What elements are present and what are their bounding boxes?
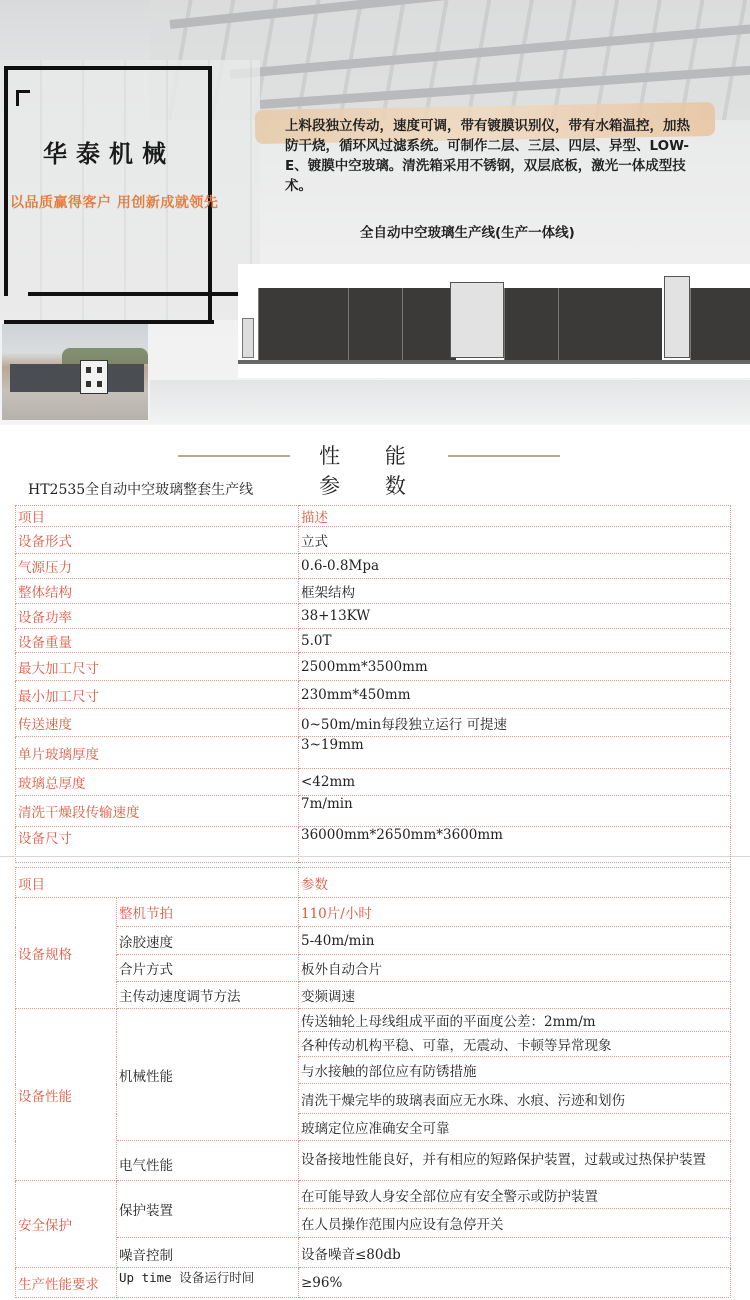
header-item: 项目	[16, 506, 299, 527]
spec-label: 设备尺寸	[16, 827, 299, 863]
table-row	[16, 769, 731, 796]
table-separator	[0, 856, 750, 857]
table-row	[16, 927, 731, 955]
spec-label: 气源压力	[16, 554, 299, 579]
frame-line	[208, 290, 212, 324]
sub-label: Up time 设备运行时间	[117, 1268, 299, 1298]
param-value: 110片/小时	[299, 898, 731, 927]
spec-label: 玻璃总厚度	[16, 769, 299, 796]
hero-banner	[0, 0, 750, 425]
brand-name: 华泰机械	[43, 140, 175, 168]
table-row	[16, 737, 731, 769]
param-value: 在可能导致人身安全部位应有安全警示或防护装置	[299, 1181, 731, 1209]
sub-label: 主传动速度调节方法	[117, 982, 299, 1009]
spec-value: <42mm	[299, 769, 731, 796]
table-row	[16, 1238, 731, 1268]
spec-label: 传送速度	[16, 709, 299, 737]
param-value: 5-40m/min	[299, 927, 731, 955]
table-separator-tick	[730, 856, 731, 867]
sub-label: 保护装置	[117, 1181, 299, 1238]
table-row	[16, 1268, 731, 1298]
brand-frame	[4, 66, 212, 296]
table-row	[16, 554, 731, 579]
title-rule-left	[178, 455, 290, 457]
floor-reflection	[150, 380, 750, 424]
param-value: 各种传动机构平稳、可靠，无震动、卡顿等异常现象	[299, 1032, 731, 1057]
spec-value: 框架结构	[299, 579, 731, 604]
param-value: ≥96%	[299, 1268, 731, 1298]
sub-label: 噪音控制	[117, 1238, 299, 1268]
param-value: 在人员操作范围内应设有急停开关	[299, 1209, 731, 1238]
spec-table	[15, 505, 731, 863]
product-line-caption: 全自动中空玻璃生产线(生产一体线)	[360, 225, 575, 241]
sub-label: 机械性能	[117, 1009, 299, 1141]
spec-value: 2500mm*3500mm	[299, 653, 731, 681]
table-row	[16, 1141, 731, 1181]
spec-value: 36000mm*2650mm*3600mm	[299, 827, 731, 863]
group-label: 安全保护	[16, 1181, 117, 1268]
spec-value: 3~19mm	[299, 737, 731, 769]
spec-value: 38+13KW	[299, 604, 731, 629]
spec-value: 0~50m/min每段独立运行 可提速	[299, 709, 731, 737]
header-item: 项目	[16, 868, 299, 898]
title-rule-right	[448, 455, 560, 457]
param-value: 与水接触的部位应有防锈措施	[299, 1057, 731, 1084]
spec-label: 设备功率	[16, 604, 299, 629]
header-param: 参数	[299, 868, 731, 898]
spec-label: 最大加工尺寸	[16, 653, 299, 681]
product-description: 上料段独立传动，速度可调，带有镀膜识别仪，带有水箱温控，加热防干烧，循环风过滤系统。可制作二层、三层、四层、异型、LOW-E、镀膜中空玻璃。清洗箱采用不锈钢，双层底板，激光一体成型技术。	[285, 118, 690, 194]
header-desc: 描述	[299, 506, 731, 527]
model-title: HT2535全自动中空玻璃整套生产线	[28, 482, 254, 498]
spec-value: 5.0T	[299, 629, 731, 653]
table-row	[16, 709, 731, 737]
spec-value: 7m/min	[299, 796, 731, 827]
table-row	[16, 898, 731, 927]
group-label: 设备性能	[16, 1009, 117, 1181]
sub-label: 电气性能	[117, 1141, 299, 1181]
param-value: 设备接地性能良好，并有相应的短路保护装置，过载或过热保护装置	[299, 1141, 731, 1181]
spec-label: 单片玻璃厚度	[16, 737, 299, 769]
sub-label: 整机节拍	[117, 898, 299, 927]
spec-value: 0.6-0.8Mpa	[299, 554, 731, 579]
param-value: 设备噪音≤80db	[299, 1238, 731, 1268]
table-header-row	[16, 868, 731, 898]
table-row	[16, 796, 731, 827]
spec-label: 最小加工尺寸	[16, 681, 299, 709]
param-value: 传送轴轮上母线组成平面的平面度公差：2mm/m	[299, 1009, 731, 1032]
table-row	[16, 681, 731, 709]
spec-value: 立式	[299, 527, 731, 554]
brand-slogan: 以品质赢得客户 用创新成就领先	[10, 195, 219, 211]
section-title: 性 能 参 数	[319, 444, 425, 498]
outdoor-machine-photo	[2, 324, 148, 420]
corner-bracket-icon	[16, 90, 30, 106]
table-row	[16, 1009, 731, 1032]
table-row	[16, 527, 731, 554]
group-label: 生产性能要求	[16, 1268, 117, 1298]
table-row	[16, 579, 731, 604]
spec-label: 设备重量	[16, 629, 299, 653]
spec-value: 230mm*450mm	[299, 681, 731, 709]
spec-label: 整体结构	[16, 579, 299, 604]
table-header-row	[16, 506, 731, 527]
param-value: 变频调速	[299, 982, 731, 1009]
table-row	[16, 604, 731, 629]
param-value: 清洗干燥完毕的玻璃表面应无水珠、水痕、污迹和划伤	[299, 1084, 731, 1114]
table-row	[16, 982, 731, 1009]
param-value: 板外自动合片	[299, 955, 731, 982]
table-row	[16, 653, 731, 681]
performance-table	[15, 867, 731, 1298]
group-label: 设备规格	[16, 898, 117, 1009]
sub-label: 合片方式	[117, 955, 299, 982]
table-row	[16, 827, 731, 863]
spec-label: 清洗干燥段传输速度	[16, 796, 299, 827]
table-row	[16, 955, 731, 982]
table-row	[16, 1181, 731, 1209]
production-line-photo	[238, 264, 750, 378]
sub-label: 涂胶速度	[117, 927, 299, 955]
spec-label: 设备形式	[16, 527, 299, 554]
param-value: 玻璃定位应准确安全可靠	[299, 1114, 731, 1141]
table-row	[16, 629, 731, 653]
